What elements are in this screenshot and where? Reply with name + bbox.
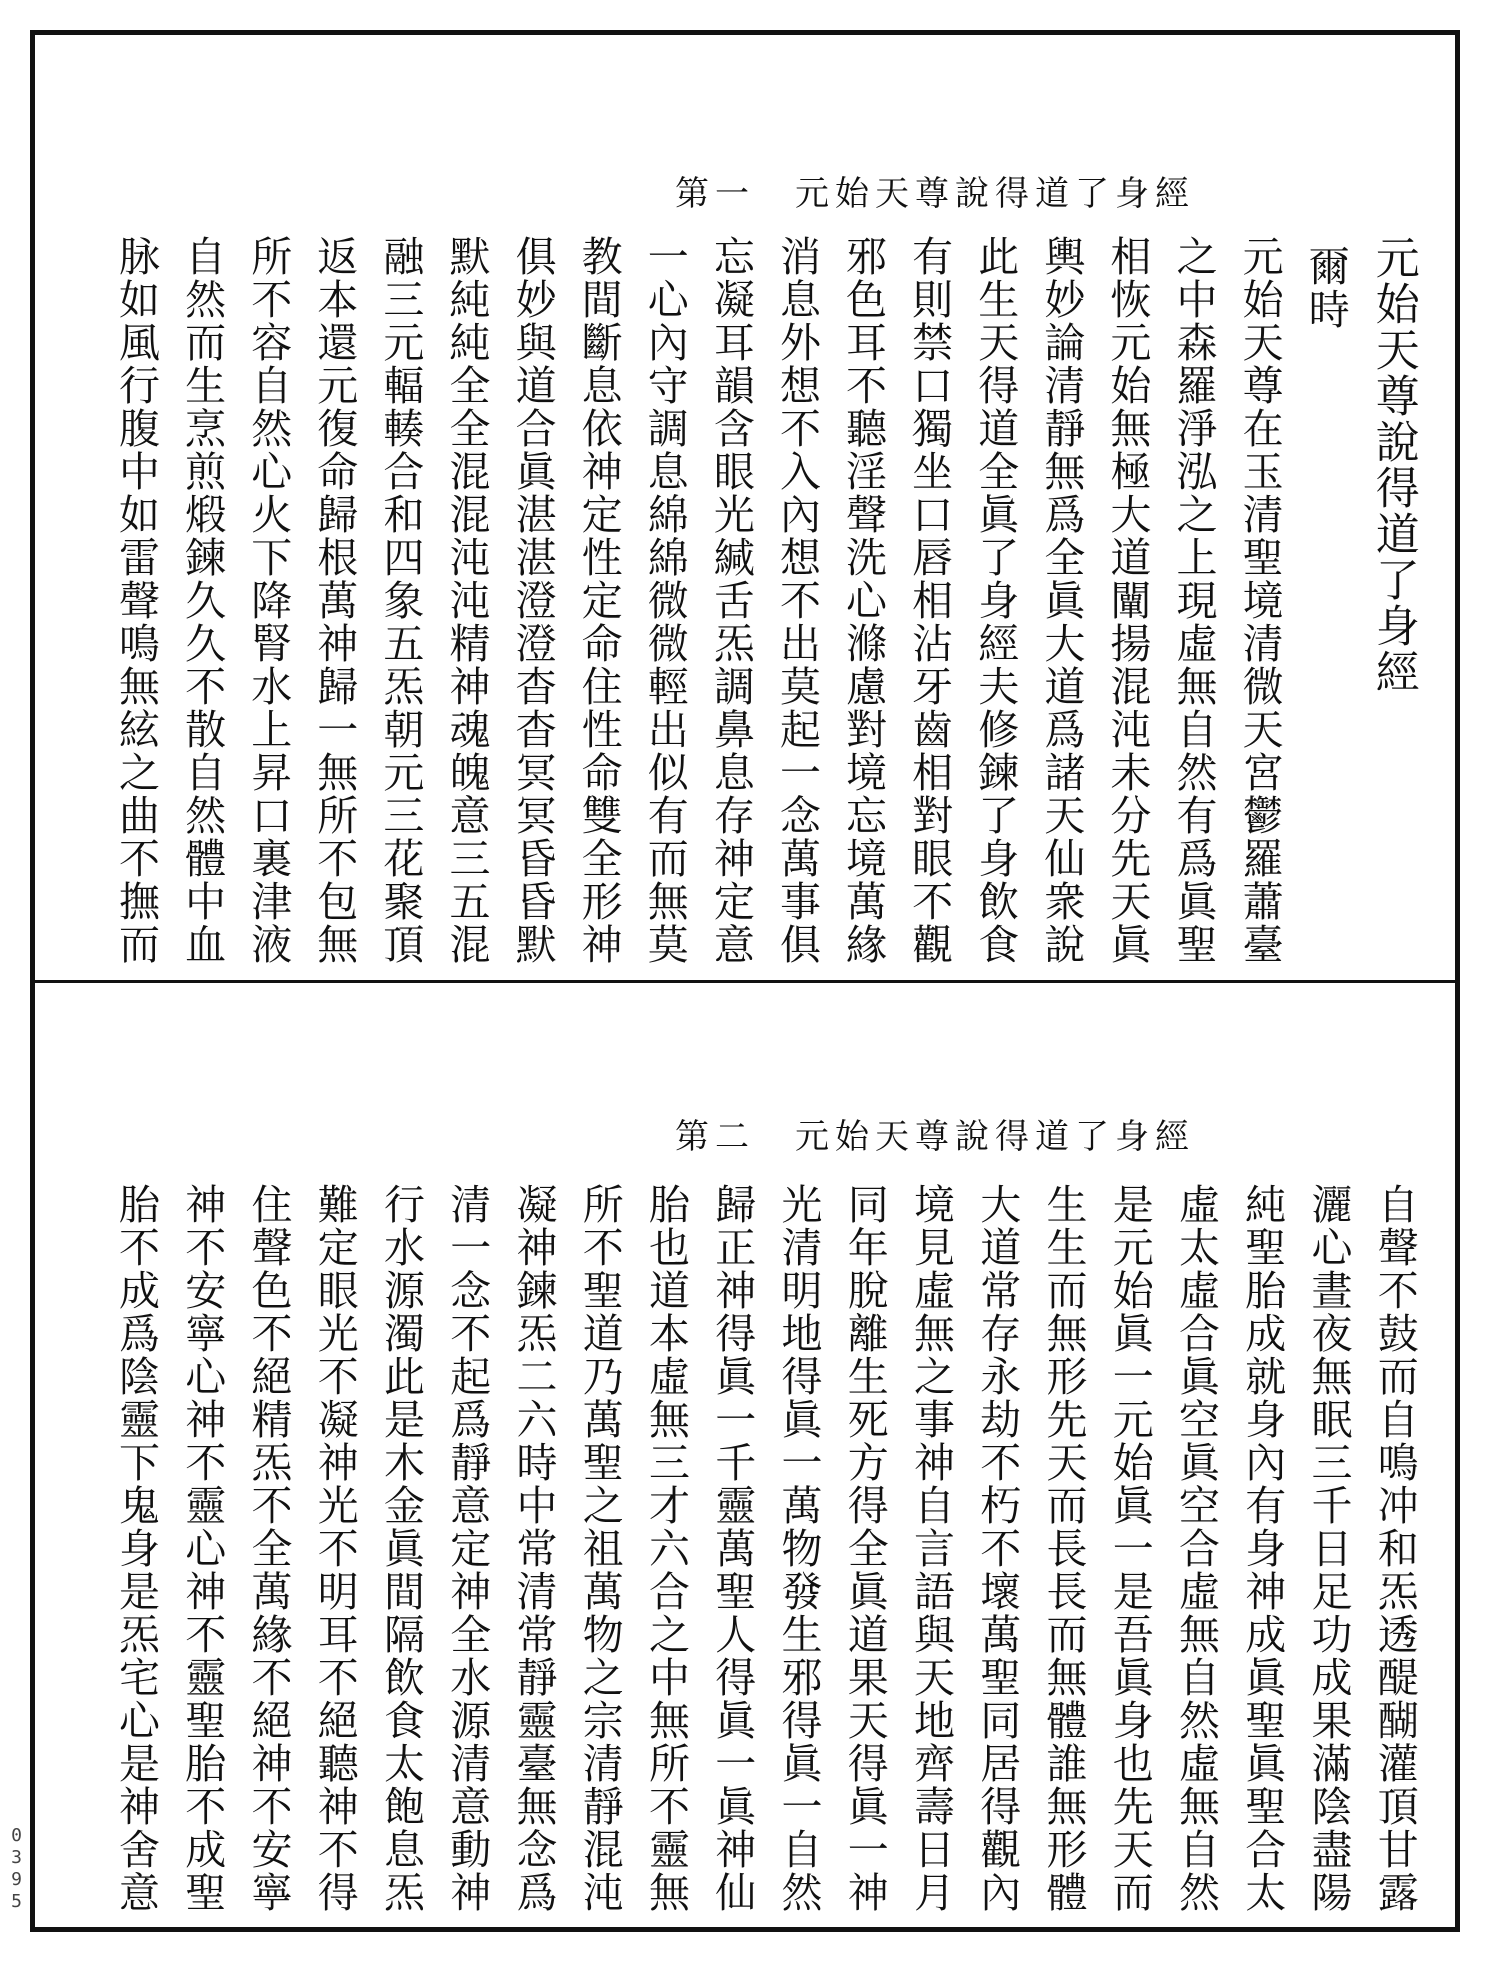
text-column: 大道常存永劫不朽不壞萬聖同居得觀內 <box>973 1183 1022 1914</box>
text-column: 一心內守調息綿綿微微輕出似有而無莫 <box>640 235 689 966</box>
text-column: 歸正神得眞一千靈萬聖人得眞一眞神仙 <box>708 1183 757 1914</box>
page-two-text <box>112 1183 1419 1914</box>
text-column: 有則禁口獨坐口唇相沾牙齒相對眼不觀 <box>905 235 954 966</box>
text-column: 行水源濁此是木金眞間隔飲食太飽息炁 <box>377 1183 425 1914</box>
text-column: 境見虛無之事神自言語與天地齊壽日月 <box>907 1183 955 1914</box>
text-column: 返本還元復命歸根萬神歸一無所不包無 <box>310 235 359 966</box>
page-one <box>35 35 1455 983</box>
text-column: 虛太虛合眞空眞空合虛無自然虛無自然 <box>1172 1183 1220 1914</box>
text-column: 是元始眞一元始眞一是吾眞身也先天而 <box>1105 1183 1154 1914</box>
text-column: 同年脫離生死方得全眞道果天得眞一神 <box>840 1183 889 1914</box>
text-column: 灑心晝夜無眠三千日足功成果滿陰盡陽 <box>1304 1183 1353 1914</box>
header-title: 元始天尊說得道了身經 <box>795 173 1195 214</box>
text-column: 所不容自然心火下降腎水上昇口裏津液 <box>244 235 293 966</box>
header-page-number: 第一 <box>675 173 755 214</box>
text-column: 爾時 <box>1301 245 1350 331</box>
text-column: 此生天得道全眞了身經夫修鍊了身飲食 <box>971 235 1020 966</box>
page-one-text <box>112 235 1419 966</box>
text-column: 脉如風行腹中如雷聲鳴無絃之曲不撫而 <box>112 235 160 966</box>
text-column: 相恢元始無極大道闡揚混沌未分先天眞 <box>1103 235 1152 966</box>
scan-page-number: 0395 <box>6 1825 27 1913</box>
text-column: 自聲不鼓而自鳴冲和炁透醍醐灌頂甘露 <box>1370 1183 1419 1914</box>
text-column: 胎也道本虛無三才六合之中無所不靈無 <box>642 1183 690 1914</box>
page-one-header <box>675 170 1195 214</box>
text-column: 輿妙論清靜無爲全眞大道爲諸天仙衆說 <box>1037 235 1086 966</box>
text-column: 忘凝耳韻含眼光緘舌炁調鼻息存神定意 <box>706 235 755 966</box>
text-column: 神不安寧心神不靈心神不靈聖胎不成聖 <box>178 1183 227 1914</box>
text-column: 純聖胎成就身內有身神成眞聖眞聖合太 <box>1238 1183 1287 1914</box>
text-column: 元始天尊在玉清聖境清微天宮鬱羅蕭臺 <box>1235 235 1284 966</box>
text-column: 默純純全全混混沌沌精神魂魄意三五混 <box>442 235 491 966</box>
header-title: 元始天尊說得道了身經 <box>795 1116 1195 1157</box>
text-column: 住聲色不絕精炁不全萬緣不絕神不安寧 <box>244 1183 293 1914</box>
page-two-header <box>675 1113 1195 1157</box>
text-column: 難定眼光不凝神光不明耳不絕聽神不得 <box>310 1183 359 1914</box>
text-column: 所不聖道乃萬聖之祖萬物之宗清靜混沌 <box>575 1183 624 1914</box>
header-page-number: 第二 <box>675 1116 755 1157</box>
page-two <box>35 983 1455 1927</box>
scripture-title: 元始天尊說得道了身經 <box>1367 235 1419 695</box>
text-column: 俱妙與道合眞湛湛澄澄杳杳冥冥昏昏默 <box>508 235 557 966</box>
text-column: 生生而無形先天而長長而無體誰無形體 <box>1039 1183 1088 1914</box>
text-column: 教間斷息依神定性定命住性命雙全形神 <box>574 235 623 966</box>
text-column: 邪色耳不聽淫聲洗心滌慮對境忘境萬緣 <box>839 235 888 966</box>
text-column: 胎不成爲陰靈下鬼身是炁宅心是神舍意 <box>112 1183 160 1914</box>
text-column: 清一念不起爲靜意定神全水源清意動神 <box>443 1183 492 1914</box>
text-column: 融三元輻輳合和四象五炁朝元三花聚頂 <box>376 235 425 966</box>
text-column: 之中森羅淨泓之上現虛無自然有爲眞聖 <box>1169 235 1218 966</box>
text-column: 凝神鍊炁二六時中常清常靜靈臺無念爲 <box>509 1183 558 1914</box>
scripture-frame <box>30 30 1460 1932</box>
text-column: 光清明地得眞一萬物發生邪得眞一自然 <box>774 1183 823 1914</box>
text-column: 消息外想不入內想不出莫起一念萬事俱 <box>772 235 821 966</box>
text-column: 自然而生烹煎煅鍊久久不散自然體中血 <box>178 235 227 966</box>
